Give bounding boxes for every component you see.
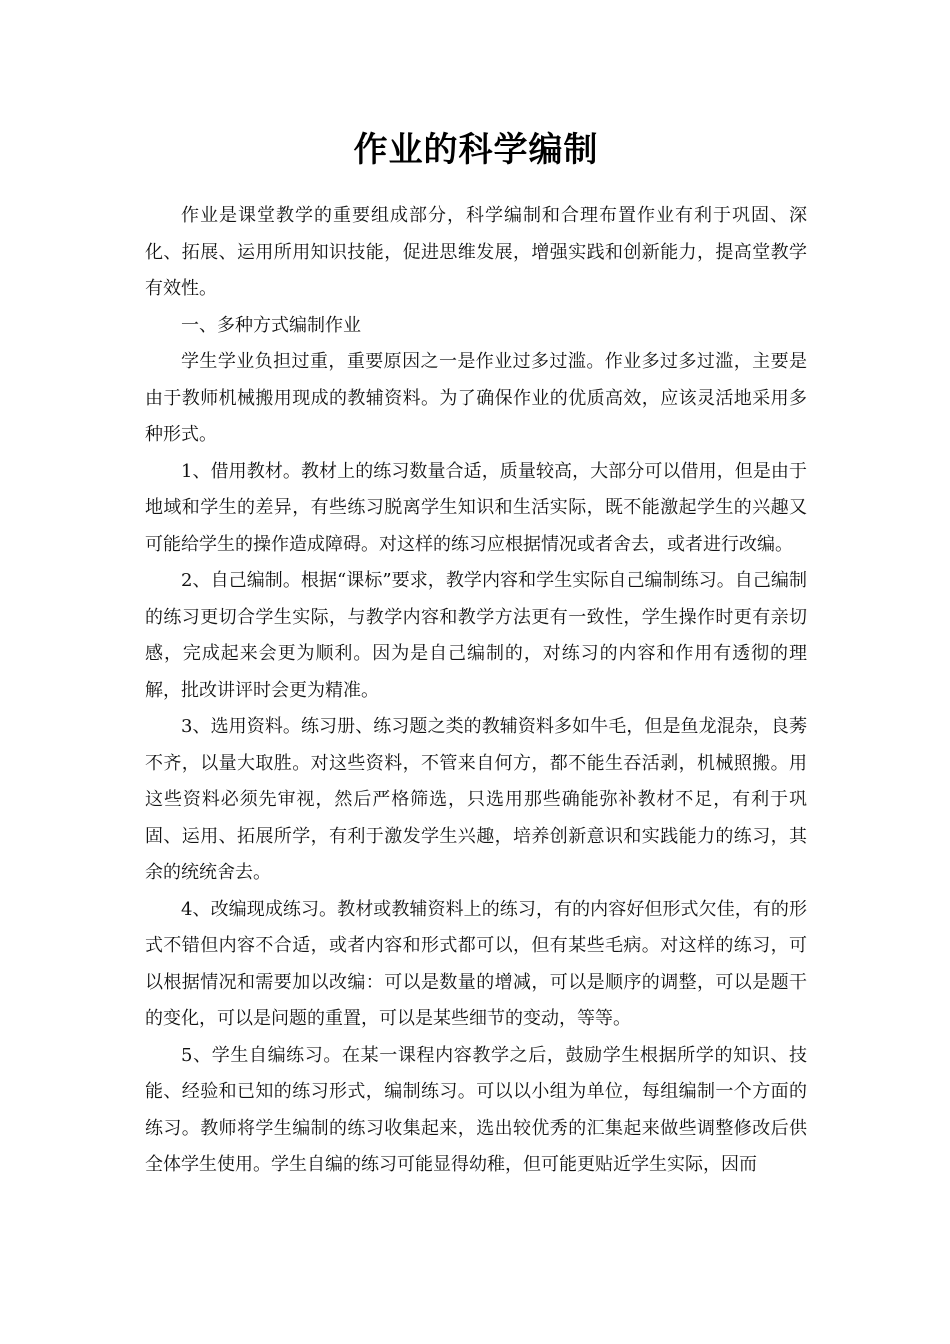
document-page	[145, 122, 807, 1184]
intro-paragraph: 作业是课堂教学的重要组成部分，科学编制和合理布置作业有利于巩固、深化、拓展、运用所用知识技能，促进思维发展，增强实践和创新能力，提高堂教学有效性。	[145, 205, 807, 299]
list-item-paragraph: 2、自己编制。根据“课标”要求，教学内容和学生实际自己编制练习。自己编制的练习更切合学生实际，与教学内容和教学方法更有一致性，学生操作时更有亲切感，完成起来会更为顺利。因为是自己编制的，对练习的内容和作用有透彻的理解，批改讲评时会更为精准。	[145, 570, 807, 701]
list-item-paragraph: 3、选用资料。练习册、练习题之类的教辅资料多如牛毛，但是鱼龙混杂，良莠不齐，以量大取胜。对这些资料，不管来自何方，都不能生吞活剥，机械照搬。用这些资料必须先审视，然后严格筛选，只选用那些确能弥补教材不足，有利于巩固、运用、拓展所学，有利于激发学生兴趣，培养创新意识和实践能力的练习，其余的统统舍去。	[145, 716, 807, 883]
body-paragraph: 学生学业负担过重，重要原因之一是作业过多过滥。作业多过多过滥，主要是由于教师机械搬用现成的教辅资料。为了确保作业的优质高效，应该灵活地采用多种形式。	[145, 351, 807, 445]
list-item-paragraph: 4、改编现成练习。教材或教辅资料上的练习，有的内容好但形式欠佳，有的形式不错但内容不合适，或者内容和形式都可以，但有某些毛病。对这样的练习，可以根据情况和需要加以改编：可以是数量的增减，可以是顺序的调整，可以是题干的变化，可以是问题的重置，可以是某些细节的变动，等等。	[145, 898, 807, 1029]
list-item-paragraph: 5、学生自编练习。在某一课程内容教学之后，鼓励学生根据所学的知识、技能、经验和已知的练习形式，编制练习。可以以小组为单位，每组编制一个方面的练习。教师将学生编制的练习收集起来，选出较优秀的汇集起来做些调整修改后供全体学生使用。学生自编的练习可能显得幼稚，但可能更贴近学生实际，因而	[145, 1044, 807, 1175]
document-title: 作业的科学编制	[353, 130, 599, 170]
section-heading: 一、多种方式编制作业	[181, 314, 361, 336]
list-item-paragraph: 1、借用教材。教材上的练习数量合适，质量较高，大部分可以借用，但是由于地域和学生的差异，有些练习脱离学生知识和生活实际，既不能激起学生的兴趣又可能给学生的操作造成障碍。对这样的练习应根据情况或者舍去，或者进行改编。	[145, 460, 807, 555]
